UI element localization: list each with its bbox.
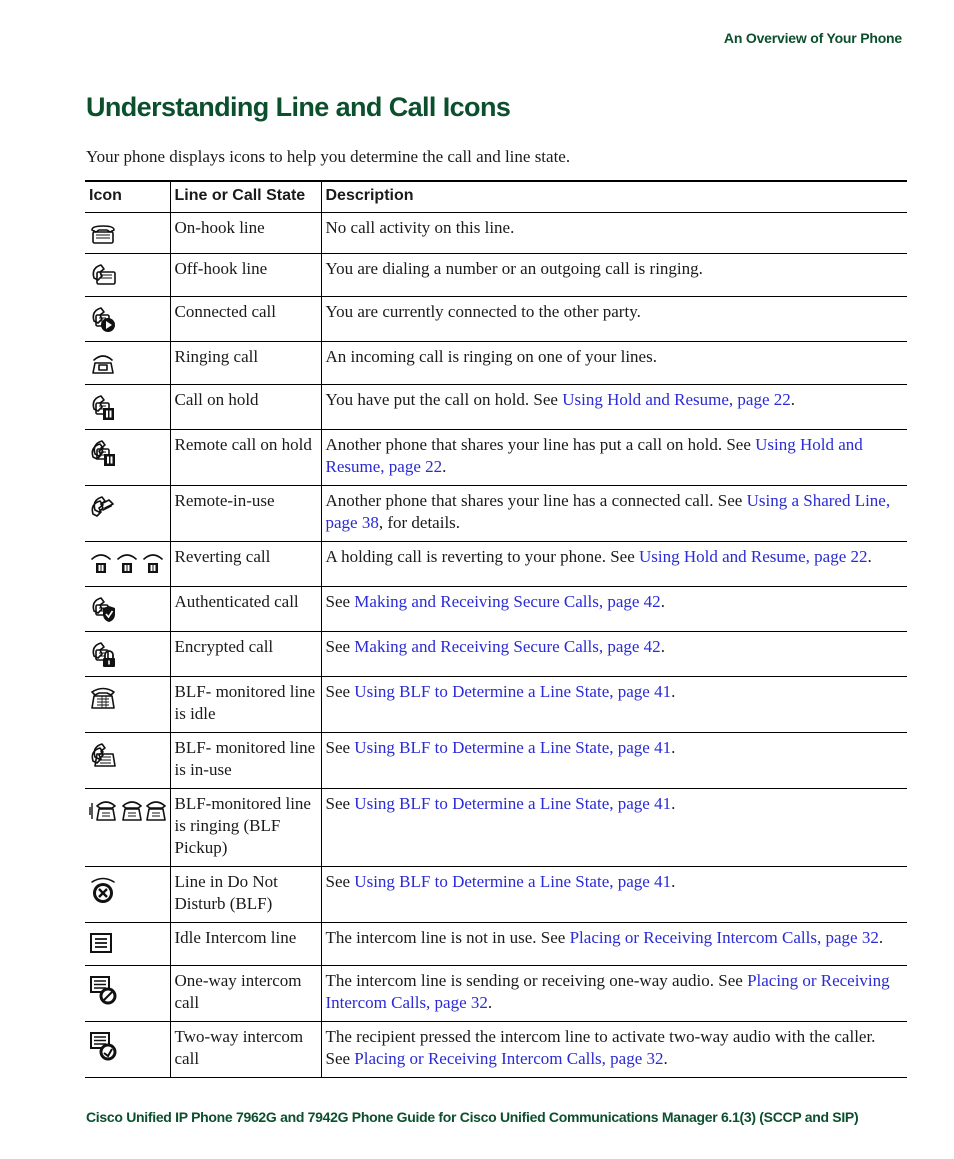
- description-text: See: [325, 637, 355, 656]
- description-text: .: [660, 592, 665, 611]
- state-cell: Remote call on hold: [170, 430, 321, 486]
- encrypted-call-icon: [89, 641, 166, 669]
- icon-table: [85, 180, 907, 1078]
- description-text: You are currently connected to the other party.: [325, 302, 641, 321]
- description-text: The intercom line is sending or receiving one-way audio. See: [325, 971, 748, 990]
- cross-reference-link[interactable]: Using Hold and Resume, page 22: [325, 435, 863, 476]
- call-on-hold-icon: [89, 394, 166, 422]
- state-cell: Two-way intercom call: [170, 1022, 321, 1078]
- description-cell: [321, 733, 907, 789]
- cross-reference-link[interactable]: Placing or Receiving Intercom Calls, page 32: [354, 1049, 664, 1068]
- description-cell: [321, 789, 907, 867]
- authenticated-call-icon: [89, 596, 166, 624]
- description-cell: [321, 542, 907, 587]
- icon-cell: [85, 923, 170, 966]
- description-text: .: [671, 738, 676, 757]
- description-text: .: [671, 872, 676, 891]
- icon-cell: [85, 297, 170, 342]
- intro-text: Your phone displays icons to help you determine the call and line state.: [86, 147, 571, 166]
- icon-cell: [85, 430, 170, 486]
- state-cell: Encrypted call: [170, 632, 321, 677]
- description-text: A holding call is reverting to your phone. See: [325, 547, 639, 566]
- icon-cell: [85, 587, 170, 632]
- column-header-description: Description: [321, 181, 907, 213]
- icon-cell: [85, 677, 170, 733]
- cross-reference-link[interactable]: Placing or Receiving Intercom Calls, page 32: [325, 971, 890, 1012]
- icon-cell: [85, 632, 170, 677]
- table-row: [85, 632, 907, 677]
- cross-reference-link[interactable]: Using BLF to Determine a Line State, page 41: [354, 682, 672, 701]
- description-cell: [321, 923, 907, 966]
- description-cell: [321, 342, 907, 385]
- cross-reference-link[interactable]: Using Hold and Resume, page 22: [562, 390, 791, 409]
- description-cell: [321, 254, 907, 297]
- off-hook-line-icon: [89, 263, 166, 289]
- description-text: .: [671, 794, 676, 813]
- state-cell: One-way intercom call: [170, 966, 321, 1022]
- icon-cell: [85, 733, 170, 789]
- description-text: Another phone that shares your line has put a call on hold. See: [325, 435, 756, 454]
- icon-cell: [85, 789, 170, 867]
- cross-reference-link[interactable]: Using BLF to Determine a Line State, page 41: [354, 872, 672, 891]
- table-row: [85, 733, 907, 789]
- table-row: [85, 867, 907, 923]
- cross-reference-link[interactable]: Using a Shared Line, page 38: [325, 491, 891, 532]
- blf-do-not-disturb-icon: [89, 876, 166, 906]
- icon-cell: [85, 254, 170, 297]
- remote-call-on-hold-icon: [89, 439, 166, 467]
- description-text: An incoming call is ringing on one of your lines.: [325, 347, 657, 366]
- state-cell: Remote-in-use: [170, 486, 321, 542]
- description-cell: [321, 385, 907, 430]
- icon-cell: [85, 342, 170, 385]
- table-row: [85, 789, 907, 867]
- state-cell: Idle Intercom line: [170, 923, 321, 966]
- description-text: See: [325, 592, 355, 611]
- blf-idle-icon: [89, 686, 166, 714]
- state-cell: Line in Do Not Disturb (BLF): [170, 867, 321, 923]
- column-header-icon: Icon: [85, 181, 170, 213]
- blf-ringing-icon: [89, 798, 166, 826]
- remote-in-use-icon: [89, 495, 166, 521]
- table-row: [85, 254, 907, 297]
- icon-cell: [85, 966, 170, 1022]
- state-cell: Off-hook line: [170, 254, 321, 297]
- icon-cell: [85, 385, 170, 430]
- table-row: [85, 213, 907, 254]
- cross-reference-link[interactable]: Making and Receiving Secure Calls, page 42: [354, 637, 661, 656]
- table-row: [85, 923, 907, 966]
- state-cell: BLF- monitored line is idle: [170, 677, 321, 733]
- cross-reference-link[interactable]: Using BLF to Determine a Line State, page 41: [354, 794, 672, 813]
- column-header-state: Line or Call State: [170, 181, 321, 213]
- table-row: [85, 966, 907, 1022]
- cross-reference-link[interactable]: Using Hold and Resume, page 22: [639, 547, 868, 566]
- state-cell: Ringing call: [170, 342, 321, 385]
- connected-call-icon: [89, 306, 166, 334]
- state-cell: Call on hold: [170, 385, 321, 430]
- table-row: [85, 587, 907, 632]
- description-text: , for details.: [378, 513, 461, 532]
- ringing-call-icon: [89, 351, 166, 377]
- cross-reference-link[interactable]: Using BLF to Determine a Line State, page 41: [354, 738, 672, 757]
- running-header: An Overview of Your Phone: [723, 30, 902, 46]
- description-text: .: [867, 547, 872, 566]
- icon-cell: [85, 486, 170, 542]
- description-text: .: [663, 1049, 668, 1068]
- cross-reference-link[interactable]: Making and Receiving Secure Calls, page 42: [354, 592, 661, 611]
- description-text: The recipient pressed the intercom line to activate two-way audio with the caller. See: [325, 1027, 876, 1068]
- description-cell: [321, 587, 907, 632]
- description-cell: [321, 1022, 907, 1078]
- state-cell: Connected call: [170, 297, 321, 342]
- page-footer: Cisco Unified IP Phone 7962G and 7942G Phone Guide for Cisco Unified Communications Manager 6.1(3) (SCCP and SIP): [86, 1109, 859, 1125]
- description-cell: [321, 213, 907, 254]
- description-cell: [321, 430, 907, 486]
- description-text: You are dialing a number or an outgoing call is ringing.: [325, 259, 703, 278]
- table-row: [85, 542, 907, 587]
- cross-reference-link[interactable]: Placing or Receiving Intercom Calls, page 32: [569, 928, 879, 947]
- table-row: [85, 342, 907, 385]
- description-cell: [321, 632, 907, 677]
- table-row: [85, 385, 907, 430]
- description-text: Another phone that shares your line has a connected call. See: [325, 491, 747, 510]
- description-cell: [321, 677, 907, 733]
- description-text: See: [325, 738, 355, 757]
- description-cell: [321, 297, 907, 342]
- table-row: [85, 677, 907, 733]
- idle-intercom-icon: [89, 932, 166, 958]
- description-text: No call activity on this line.: [325, 218, 515, 237]
- description-cell: [321, 966, 907, 1022]
- table-row: [85, 297, 907, 342]
- two-way-intercom-icon: [89, 1031, 166, 1063]
- state-cell: Authenticated call: [170, 587, 321, 632]
- state-cell: Reverting call: [170, 542, 321, 587]
- description-cell: [321, 486, 907, 542]
- table-row: [85, 430, 907, 486]
- table-header-row: [85, 181, 907, 213]
- description-text: .: [442, 457, 447, 476]
- one-way-intercom-icon: [89, 975, 166, 1007]
- description-text: .: [790, 390, 795, 409]
- icon-cell: [85, 867, 170, 923]
- description-text: .: [487, 993, 493, 1012]
- blf-in-use-icon: [89, 742, 166, 770]
- on-hook-line-icon: [89, 222, 166, 246]
- description-text: See: [325, 794, 355, 813]
- description-cell: [321, 867, 907, 923]
- icon-cell: [85, 1022, 170, 1078]
- state-cell: BLF- monitored line is in-use: [170, 733, 321, 789]
- reverting-call-icon: [89, 551, 166, 579]
- description-text: See: [325, 872, 355, 891]
- description-text: .: [671, 682, 676, 701]
- description-text: .: [660, 637, 665, 656]
- table-row: [85, 486, 907, 542]
- table-row: [85, 1022, 907, 1078]
- state-cell: On-hook line: [170, 213, 321, 254]
- page-title: Understanding Line and Call Icons: [86, 92, 511, 122]
- description-text: See: [325, 682, 355, 701]
- description-text: .: [878, 928, 884, 947]
- description-text: The intercom line is not in use. See: [325, 928, 570, 947]
- icon-cell: [85, 542, 170, 587]
- icon-cell: [85, 213, 170, 254]
- state-cell: BLF-monitored line is ringing (BLF Pickup): [170, 789, 321, 867]
- description-text: You have put the call on hold. See: [325, 390, 563, 409]
